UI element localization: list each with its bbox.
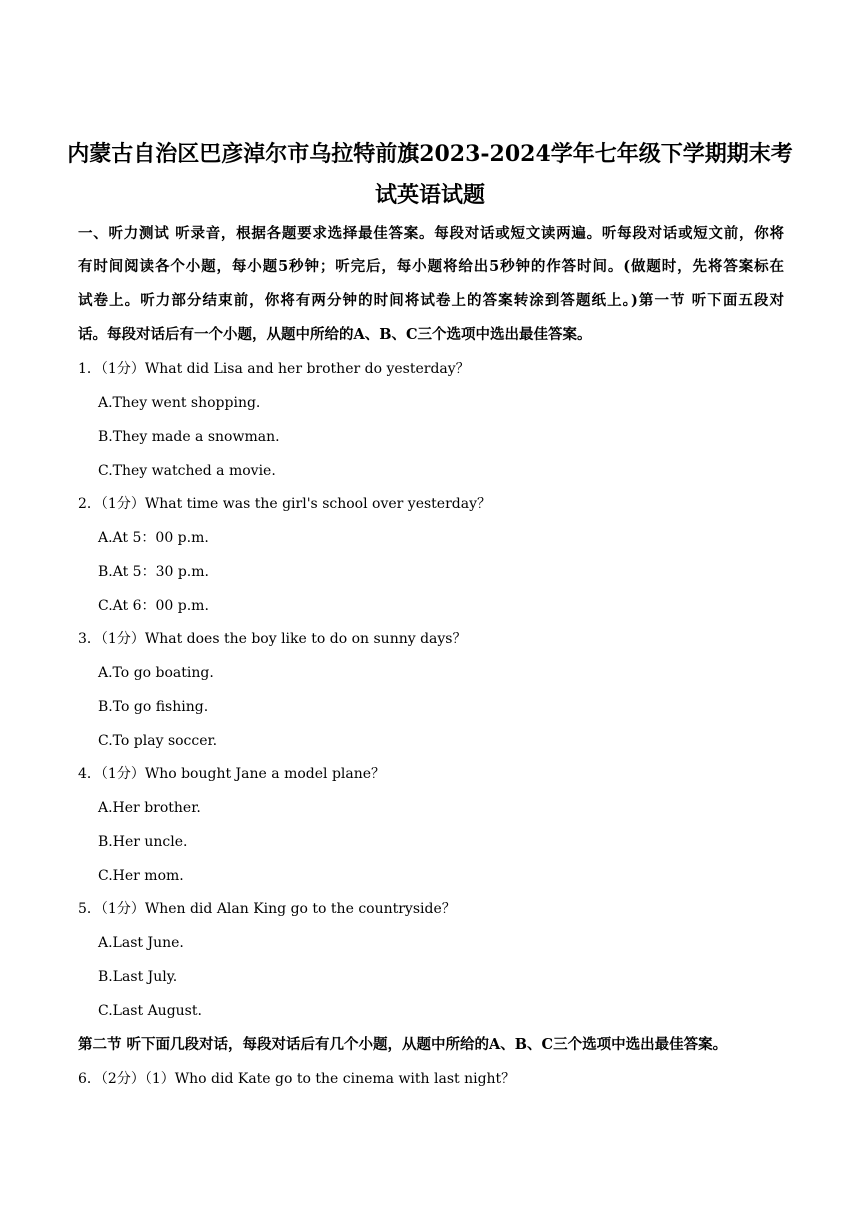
question-1-option-a: A.They went shopping. <box>98 395 261 411</box>
question-stem-3: 3．（1分）What does the boy like to do on sunny days？ <box>78 631 467 647</box>
question-5-option-b: B.Last July. <box>98 969 178 985</box>
question-4-option-a: A.Her brother. <box>98 800 201 816</box>
exam-title-line-1: 内蒙古自治区巴彦淖尔市乌拉特前旗2023-2024学年七年级下学期期末考 <box>67 141 793 167</box>
question-4-option-c: C.Her mom. <box>98 868 184 884</box>
question-2-option-a: A.At 5：00 p.m. <box>98 530 209 546</box>
exam-title-line-2: 试英语试题 <box>374 182 485 208</box>
question-stem-6: 6．（2分）（1）Who did Kate go to the cinema with last night？ <box>78 1071 516 1087</box>
question-5-option-a: A.Last June. <box>98 935 184 951</box>
question-2-option-b: B.At 5：30 p.m. <box>98 564 209 580</box>
question-1-option-b: B.They made a snowman. <box>98 429 280 445</box>
question-stem-5: 5．（1分）When did Alan King go to the countryside？ <box>78 901 456 917</box>
instruction-line: 一、听力测试 听录音，根据各题要求选择最佳答案。每段对话或短文读两遍。听每段对话或短文前，你将 <box>78 225 784 242</box>
question-stem-1: 1．（1分）What did Lisa and her brother do yesterday？ <box>78 361 470 377</box>
question-stem-4: 4．（1分）Who bought Jane a model plane？ <box>78 766 386 782</box>
question-4-option-b: B.Her uncle. <box>98 834 188 850</box>
question-1-option-c: C.They watched a movie. <box>98 463 276 479</box>
question-3-option-c: C.To play soccer. <box>98 733 218 749</box>
question-2-option-c: C.At 6：00 p.m. <box>98 598 209 614</box>
question-stem-2: 2．（1分）What time was the girl's school over yesterday？ <box>78 496 491 512</box>
instruction-line: 试卷上。听力部分结束前，你将有两分钟的时间将试卷上的答案转涂到答题纸上。)第一节 听下面五段对 <box>78 292 784 309</box>
section-2-heading: 第二节 听下面几段对话，每段对话后有几个小题，从题中所给的A、B、C三个选项中选出最佳答案。 <box>78 1036 728 1053</box>
instruction-line: 话。每段对话后有一个小题，从题中所给的A、B、C三个选项中选出最佳答案。 <box>78 326 592 343</box>
question-3-option-a: A.To go boating. <box>98 665 214 681</box>
question-3-option-b: B.To go fishing. <box>98 699 209 715</box>
question-5-option-c: C.Last August. <box>98 1003 202 1019</box>
instruction-line: 有时间阅读各个小题，每小题5秒钟；听完后，每小题将给出5秒钟的作答时间。(做题时，先将答案标在 <box>78 258 784 275</box>
